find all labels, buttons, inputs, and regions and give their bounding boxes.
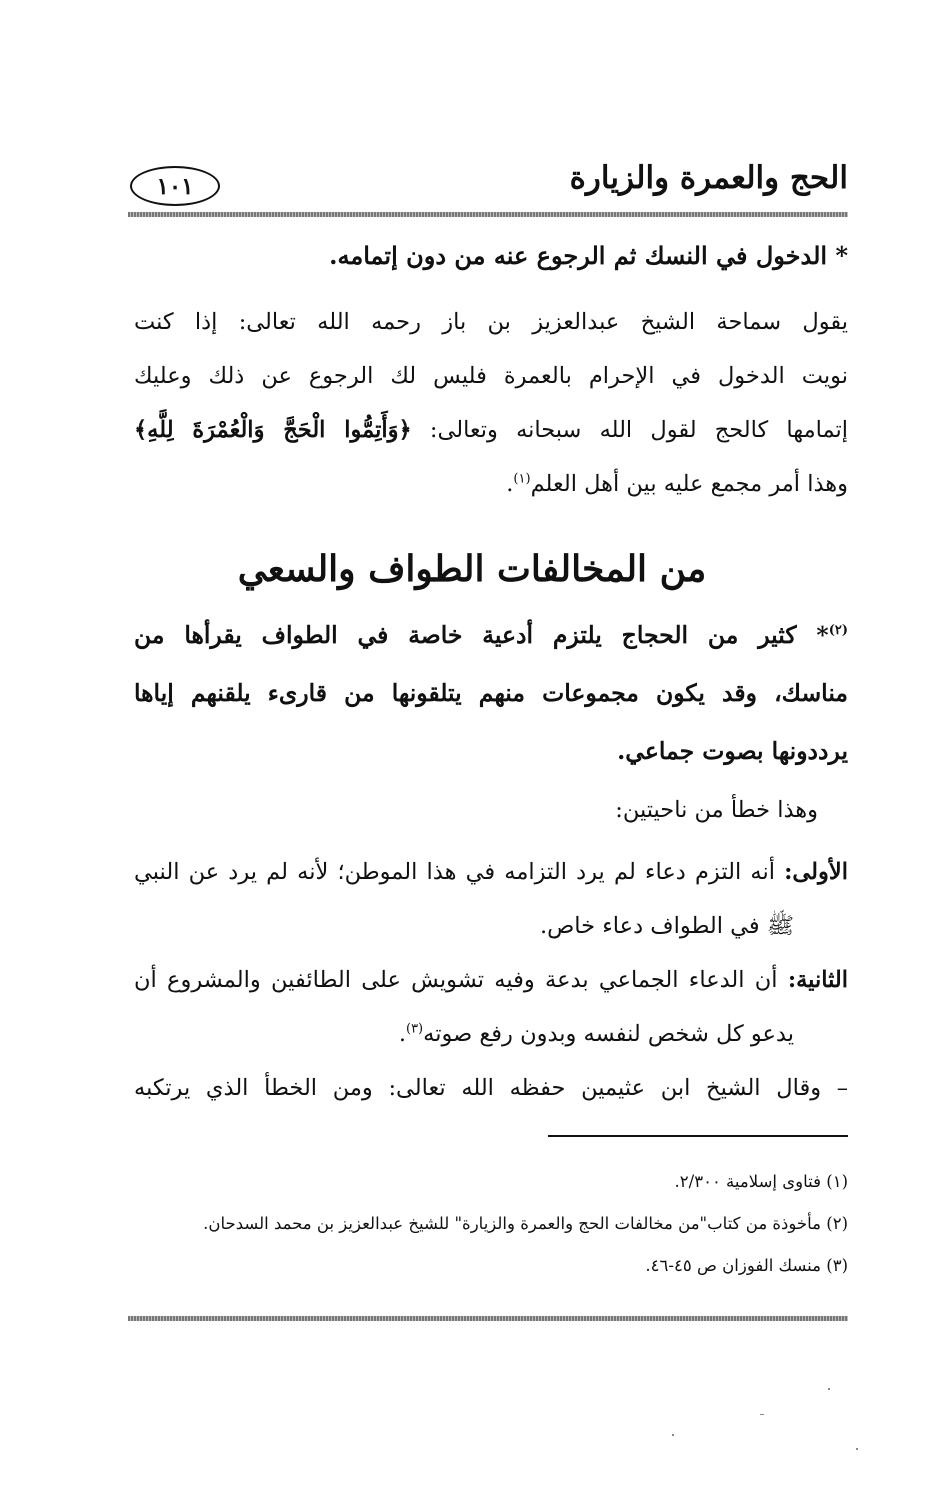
footnote-ref: (٢) (828, 623, 848, 639)
footnote-ref: (١) (513, 471, 531, 487)
point-text: أن الدعاء الجماعي بدعة وفيه تشويش على الطائفين والمشروع أن (134, 967, 788, 993)
bold-paragraph-line (134, 620, 848, 651)
footnote-ref: (٣) (405, 1021, 424, 1037)
paragraph-end: . (506, 471, 514, 497)
intro-line: وهذا خطأ من ناحيتين: (615, 797, 818, 823)
header-rule (128, 212, 848, 217)
page-number: ١٠١ (156, 172, 194, 200)
paragraph-line: – وقال الشيخ ابن عثيمين حفظه الله تعالى: ومن الخطأ الذي يرتكبه (134, 1075, 848, 1101)
bullet-heading: * الدخول في النسك ثم الرجوع عنه من دون إتمامه. (329, 241, 848, 270)
point-label: الأولى: (784, 859, 848, 885)
footnote: (٣) منسك الفوزان ص ٤٥-٤٦. (645, 1256, 848, 1275)
scan-speck (828, 1388, 830, 1390)
scan-speck (672, 1434, 674, 1436)
point-text: أنه التزم دعاء لم يرد التزامه في هذا الموطن؛ لأنه لم يرد عن النبي (134, 859, 785, 885)
page-number-badge (130, 166, 220, 206)
paragraph-line: نويت الدخول في الإحرام بالعمرة فليس لك الرجوع عن ذلك وعليك (134, 363, 848, 389)
running-header-title: الحج والعمرة والزيارة (569, 160, 848, 196)
scan-speck (760, 1414, 764, 1415)
bold-paragraph-line: مناسك، وقد يكون مجموعات منهم يتلقونها من قارىء يلقنهم إياها (134, 679, 848, 707)
point-text: يدعو كل شخص لنفسه وبدون رفع صوته (423, 1021, 794, 1047)
paragraph-text: وهذا أمر مجمع عليه بين أهل العلم (530, 471, 848, 497)
point-line: ﷺ في الطواف دعاء خاص. (539, 913, 794, 939)
scan-speck (856, 1448, 858, 1450)
section-title: من المخالفات الطواف والسعي (237, 548, 707, 590)
point-line (134, 1020, 794, 1049)
paragraph-text: إتمامها كالحج لقول الله سبحانه وتعالى: (411, 417, 848, 443)
point-label: الثانية: (787, 967, 848, 993)
bold-paragraph-text: * كثير من الحجاج يلتزم أدعية خاصة في الطواف يقرأها من (134, 621, 829, 649)
point-line (134, 966, 848, 995)
footnote: (١) فتاوى إسلامية ٢/٣٠٠. (674, 1172, 848, 1191)
paragraph-line (134, 416, 848, 445)
paragraph-line (134, 470, 848, 499)
footer-rule (128, 1316, 848, 1321)
bold-paragraph-line: يرددونها بصوت جماعي. (617, 737, 848, 765)
point-line (134, 858, 848, 887)
footnote-separator (548, 1135, 848, 1137)
quran-verse: ﴿وَأَتِمُّوا الْحَجَّ وَالْعُمْرَةَ لِلَّهِ﴾ (134, 417, 412, 443)
point-end: . (398, 1021, 406, 1047)
paragraph-line: يقول سماحة الشيخ عبدالعزيز بن باز رحمه الله تعالى: إذا كنت (134, 309, 848, 335)
footnote: (٢) مأخوذة من كتاب"من مخالفات الحج والعمرة والزيارة" للشيخ عبدالعزيز بن محمد السدحان. (203, 1214, 848, 1233)
